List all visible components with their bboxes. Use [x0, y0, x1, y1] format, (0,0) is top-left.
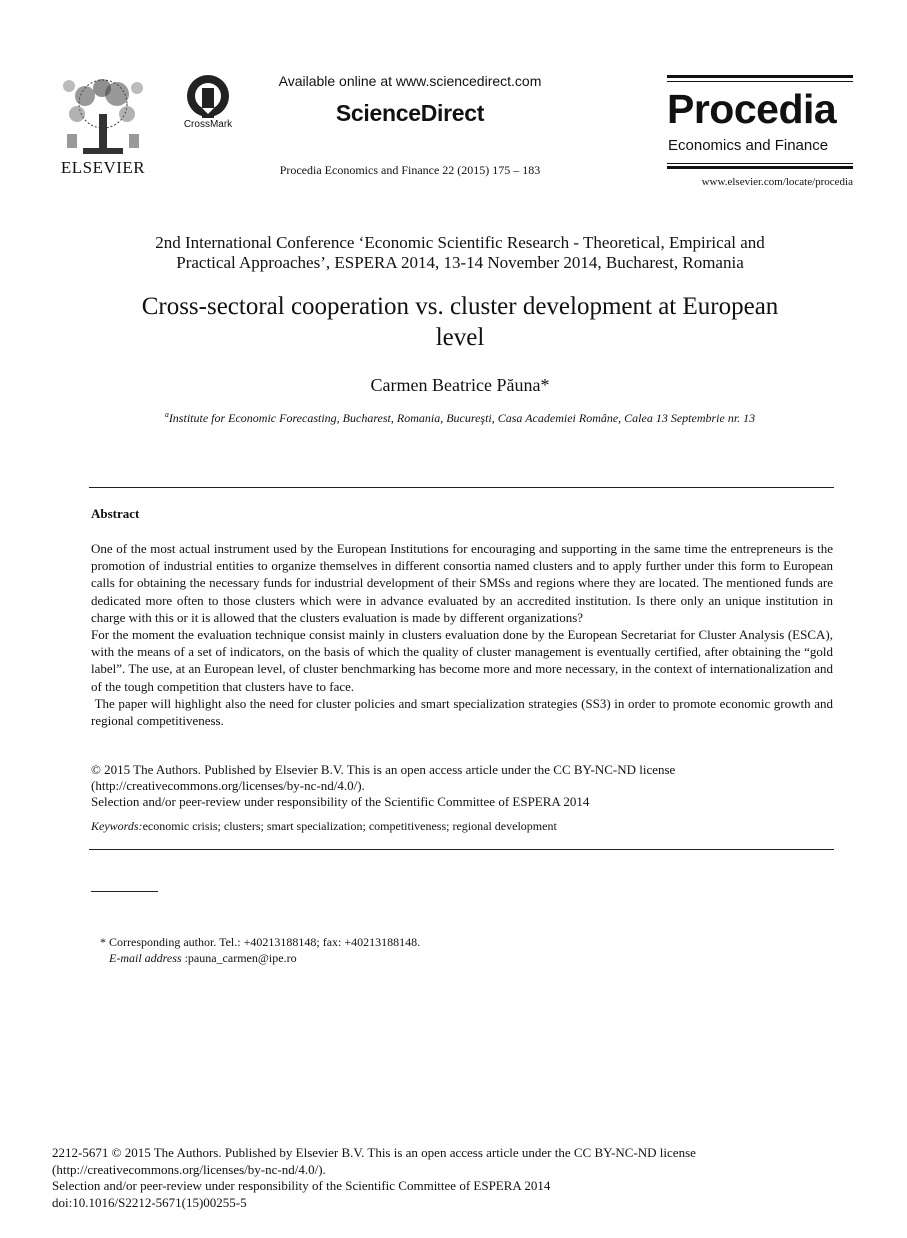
email-label: E-mail address	[109, 951, 182, 965]
email-address[interactable]: :pauna_carmen@ipe.ro	[181, 951, 297, 965]
abstract-paragraph-3: The paper will highlight also the need for cluster policies and smart specialization strategies (SS3) in order to promote economic growth and regional competitiveness.	[91, 695, 837, 729]
conference-heading	[90, 233, 830, 273]
divider-top	[89, 487, 834, 488]
paper-title-line-1: Cross-sectoral cooperation vs. cluster development at European	[141, 293, 779, 320]
bottom-line-3: Selection and/or peer-review under responsibility of the Scientific Committee of ESPERA 2014	[52, 1178, 551, 1193]
paper-title	[100, 291, 820, 353]
available-online-text[interactable]: Available online at www.sciencedirect.com	[278, 73, 542, 89]
procedia-bottom-rule	[667, 166, 853, 169]
abstract-paragraph-2: For the moment the evaluation technique consist mainly in clusters evaluation done by the European Secretariat for Cluster Analysis (ESCA), with the means of a set of indicators, on the basis of which the quality of cluster management is eventually certified, after obtaining the “gold label”. The use, at an European level, of cluster benchmarking has become more and more necessary, in the context of internationalization and of the tough competition that clusters have to face.	[91, 627, 833, 694]
keywords	[91, 819, 833, 834]
corresponding-author: * Corresponding author. Tel.: +40213188148; fax: +40213188148.	[100, 935, 421, 949]
crossmark-label: CrossMark	[183, 119, 233, 130]
conference-line-1: 2nd International Conference ‘Economic Scientific Research - Theoretical, Empirical and	[155, 233, 765, 252]
affiliation-marker: a	[164, 410, 169, 419]
procedia-bottom-thin-rule	[667, 163, 853, 164]
author-name: Carmen Beatrice Păuna*	[370, 375, 550, 395]
procedia-url[interactable]: www.elsevier.com/locate/procedia	[701, 176, 853, 188]
abstract-paragraph-1: One of the most actual instrument used by the European Institutions for encouraging and supporting in the same time the entrepreneurs is the promotion of industrial entities to organize themselves in different consortia named clusters and to apply further under this form to European calls for obtaining the necessary funds for industrial development of their SMSs and regions where they are located. The mentioned funds are dedicated more often to those clusters which were in advance evaluated by an accredited institution. Is there only an unique institution in charge with this or it is allowed that the clusters evaluation is made by different organizations?	[91, 541, 833, 625]
procedia-top-rule	[667, 75, 853, 78]
footnote-rule	[91, 891, 158, 892]
bottom-line-1: 2212-5671 © 2015 The Authors. Published by Elsevier B.V. This is an open access article under the CC BY-NC-ND license	[52, 1145, 696, 1160]
procedia-subtitle: Economics and Finance	[668, 137, 829, 154]
procedia-top-thin-rule	[667, 81, 853, 82]
license-link[interactable]: (http://creativecommons.org/licenses/by-nc-nd/4.0/).	[91, 778, 365, 793]
affiliation	[60, 410, 860, 426]
keywords-text: economic crisis; clusters; smart specialization; competitiveness; regional development	[142, 819, 557, 833]
sciencedirect-logo: ScienceDirect	[335, 100, 485, 126]
copyright-line-1: © 2015 The Authors. Published by Elsevier B.V. This is an open access article under the CC BY-NC-ND license	[91, 762, 676, 777]
divider-bottom	[89, 849, 834, 850]
keywords-label: Keywords:	[91, 819, 143, 833]
copyright-line-3: Selection and/or peer-review under responsibility of the Scientific Committee of ESPERA 2014	[91, 794, 590, 809]
abstract-heading: Abstract	[91, 506, 140, 521]
copyright-block	[91, 762, 833, 810]
bottom-license-link[interactable]: (http://creativecommons.org/licenses/by-nc-nd/4.0/).	[52, 1161, 326, 1177]
conference-line-2: Practical Approaches’, ESPERA 2014, 13-14 November 2014, Bucharest, Romania	[176, 253, 744, 272]
elsevier-wordmark: ELSEVIER	[60, 158, 146, 177]
doi[interactable]: doi:10.1016/S2212-5671(15)00255-5	[52, 1194, 247, 1210]
abstract-body	[91, 540, 837, 729]
bottom-license-block	[52, 1145, 852, 1211]
affiliation-text: Institute for Economic Forecasting, Bucharest, Romania, Bucureşti, Casa Academiei Române, Calea 13 Septembrie nr. 13	[168, 411, 756, 425]
footnote	[100, 934, 420, 966]
email-line	[100, 950, 420, 966]
procedia-logo	[667, 75, 853, 187]
procedia-title: Procedia	[667, 86, 837, 132]
paper-title-line-2: level	[435, 324, 485, 351]
journal-reference: Procedia Economics and Finance 22 (2015) 175 – 183	[279, 163, 541, 177]
